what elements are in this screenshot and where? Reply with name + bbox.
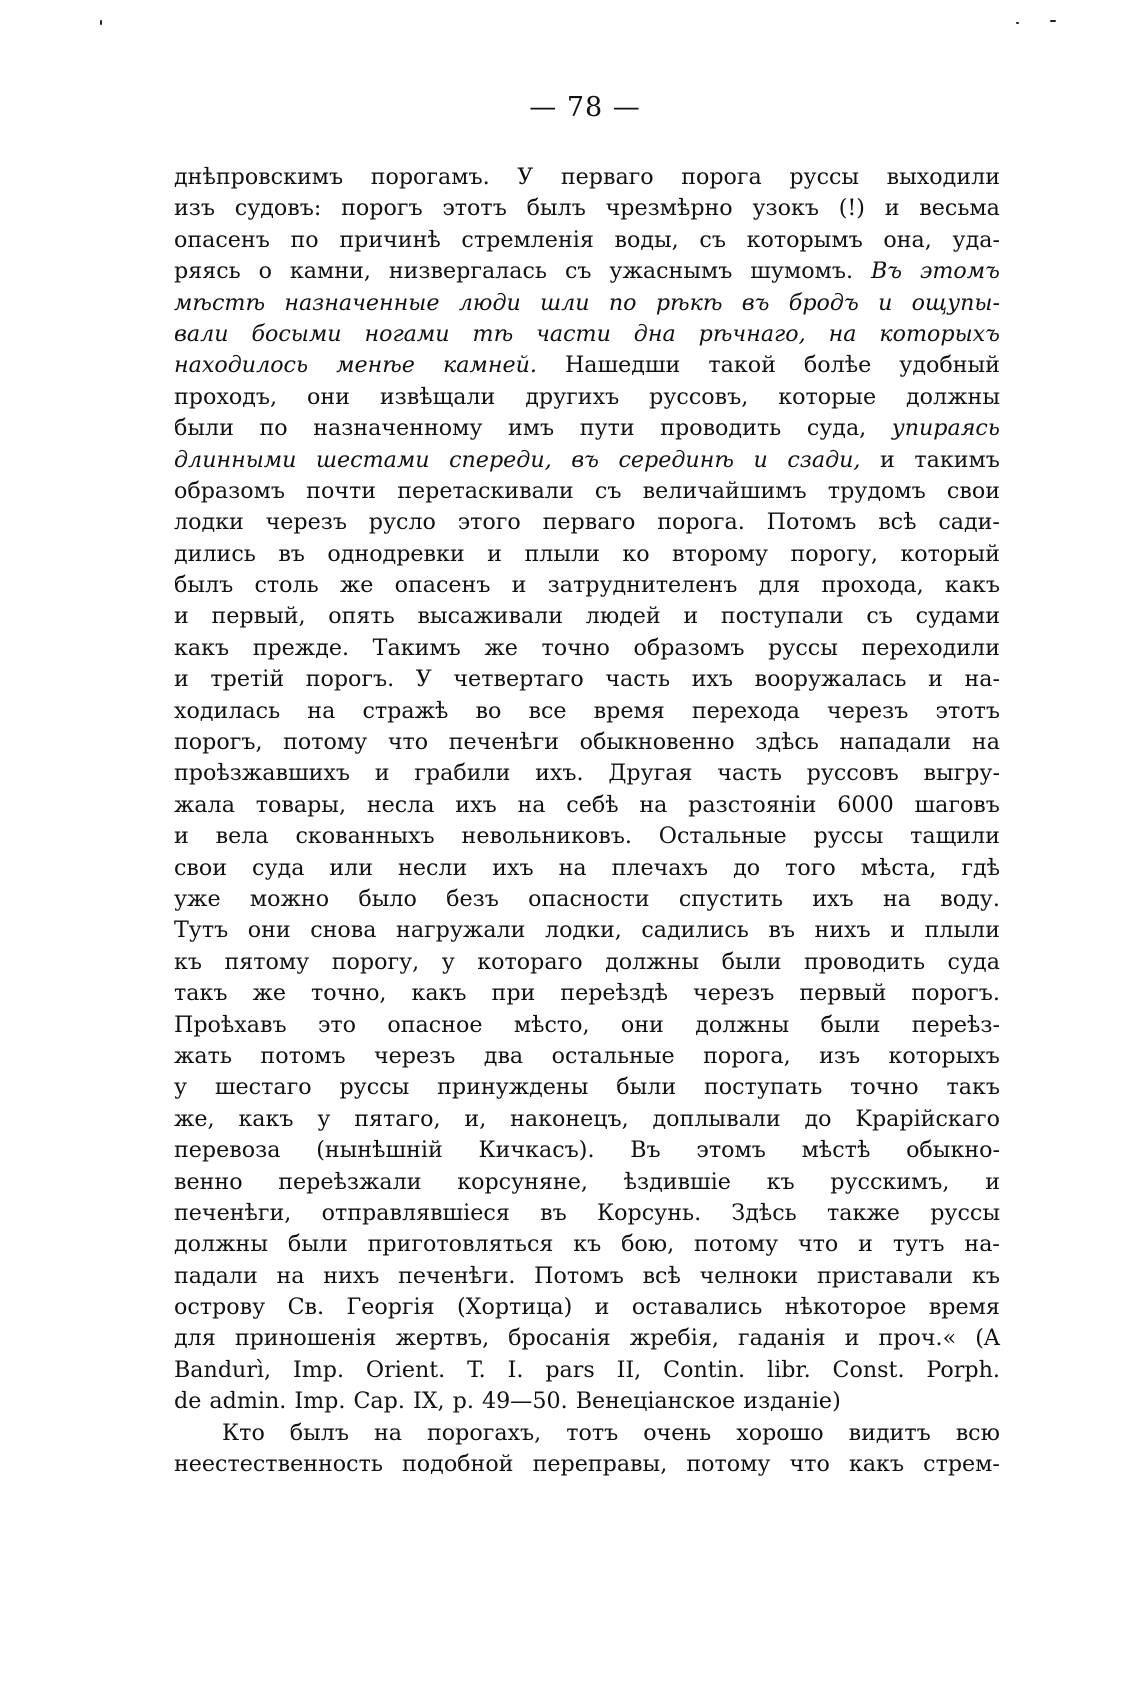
text-line: находилось менѣе камней. Нашедши такой болѣе удобный: [174, 352, 1000, 379]
text-line: венно переѣзжали корсуняне, ѣздившіе къ русскимъ, и: [174, 1168, 1000, 1195]
scan-speck: [100, 20, 102, 25]
text-line: и вела скованныхъ невольниковъ. Остальные руссы тащили: [174, 823, 1000, 850]
text-line: изъ судовъ: порогъ этотъ былъ чрезмѣрно узокъ (!) и весьма: [174, 195, 1000, 222]
text-line: жать потомъ черезъ два остальные порога, изъ которыхъ: [174, 1042, 1000, 1069]
text-line: же, какъ у пятаго, и, наконецъ, доплывали до Kрарійскаго: [174, 1105, 1000, 1132]
text-line: къ пятому порогу, у котораго должны были проводить суда: [174, 948, 1000, 975]
text-line: падали на нихъ печенѣги. Потомъ всѣ челноки приставали къ: [174, 1262, 1000, 1289]
text-line: Bandurì, Imp. Orient. T. I. pars II, Contin. libr. Const. Porph.: [174, 1356, 1000, 1383]
text-line: были по назначенному имъ пути проводить суда, упираясь: [174, 415, 1000, 442]
text-line: Кто былъ на порогахъ, тотъ очень хорошо видитъ всю: [222, 1419, 1000, 1446]
text-line: и первый, опять высаживали людей и поступали съ судами: [174, 603, 1000, 630]
text-line: былъ столь же опасенъ и затруднителенъ для прохода, какъ: [174, 572, 1000, 599]
text-line: такъ же точно, какъ при переѣздѣ черезъ первый порогъ.: [174, 980, 1000, 1007]
text-line: и третій порогъ. У четвертаго часть ихъ вооружалась и на-: [174, 666, 1000, 693]
text-line: порогъ, потому что печенѣги обыкновенно здѣсь нападали на: [174, 729, 1000, 756]
text-line: опасенъ по причинѣ стремленія воды, съ которымъ она, уда-: [174, 226, 1000, 253]
text-line: печенѣги, отправлявшіеся въ Корсунь. Здѣсь также руссы: [174, 1199, 1000, 1226]
text-line: какъ прежде. Такимъ же точно образомъ руссы переходили: [174, 634, 1000, 661]
text-line: de admin. Imp. Cap. IX, p. 49—50. Венеціанское изданіе): [174, 1388, 841, 1415]
text-line: проходъ, они извѣщали другихъ руссовъ, которые должны: [174, 383, 1000, 410]
scan-speck: [1050, 20, 1056, 22]
scan-speck: [1016, 22, 1019, 24]
text-line: для приношенія жертвъ, бросанія жребія, гаданія и проч.« (A: [174, 1325, 1000, 1352]
text-line: проѣзжавшихъ и грабили ихъ. Другая часть руссовъ выгру-: [174, 760, 1000, 787]
text-line: острову Св. Георгія (Хортица) и оставались нѣкоторое время: [174, 1294, 1000, 1321]
text-line: ряясь о камни, низвергалась съ ужаснымъ шумомъ. Въ этомъ: [174, 258, 1000, 285]
text-line: должны были приготовляться къ бою, потому что и тутъ на-: [174, 1231, 1000, 1258]
text-line: вали босыми ногами тѣ части дна рѣчнаго, на которыхъ: [174, 320, 1000, 347]
text-line: уже можно было безъ опасности спустить ихъ на воду.: [174, 885, 1000, 912]
text-line: Тутъ они снова нагружали лодки, садились въ нихъ и плыли: [174, 917, 1000, 944]
text-line: образомъ почти перетаскивали съ величайшимъ трудомъ свои: [174, 477, 1000, 504]
text-line: ходилась на стражѣ во все время перехода черезъ этотъ: [174, 697, 1000, 724]
text-line: дились въ однодревки и плыли ко второму порогу, который: [174, 540, 1000, 567]
text-line: свои суда или несли ихъ на плечахъ до того мѣста, гдѣ: [174, 854, 1000, 881]
text-line: мѣстѣ назначенные люди шли по рѣкѣ въ бродъ и ощупы-: [174, 289, 1000, 316]
page-number: — 78 —: [529, 92, 641, 123]
text-line: Проѣхавъ это опасное мѣсто, они должны были переѣз-: [174, 1011, 1000, 1038]
text-line: жала товары, несла ихъ на себѣ на разстояніи 6000 шаговъ: [174, 791, 1000, 818]
text-line: лодки черезъ русло этого перваго порога. Потомъ всѣ сади-: [174, 509, 1000, 536]
text-line: неестественность подобной переправы, потому что какъ стрем-: [174, 1451, 1000, 1478]
text-line: перевоза (нынѣшній Кичкасъ). Въ этомъ мѣстѣ обыкно-: [174, 1137, 1000, 1164]
body-text: [174, 162, 1000, 1480]
text-line: у шестаго руссы принуждены были поступать точно такъ: [174, 1074, 1000, 1101]
text-line: длинными шестами спереди, въ серединѣ и сзади, и такимъ: [174, 446, 1000, 473]
text-line: днѣпровскимъ порогамъ. У перваго порога руссы выходили: [174, 164, 1000, 190]
